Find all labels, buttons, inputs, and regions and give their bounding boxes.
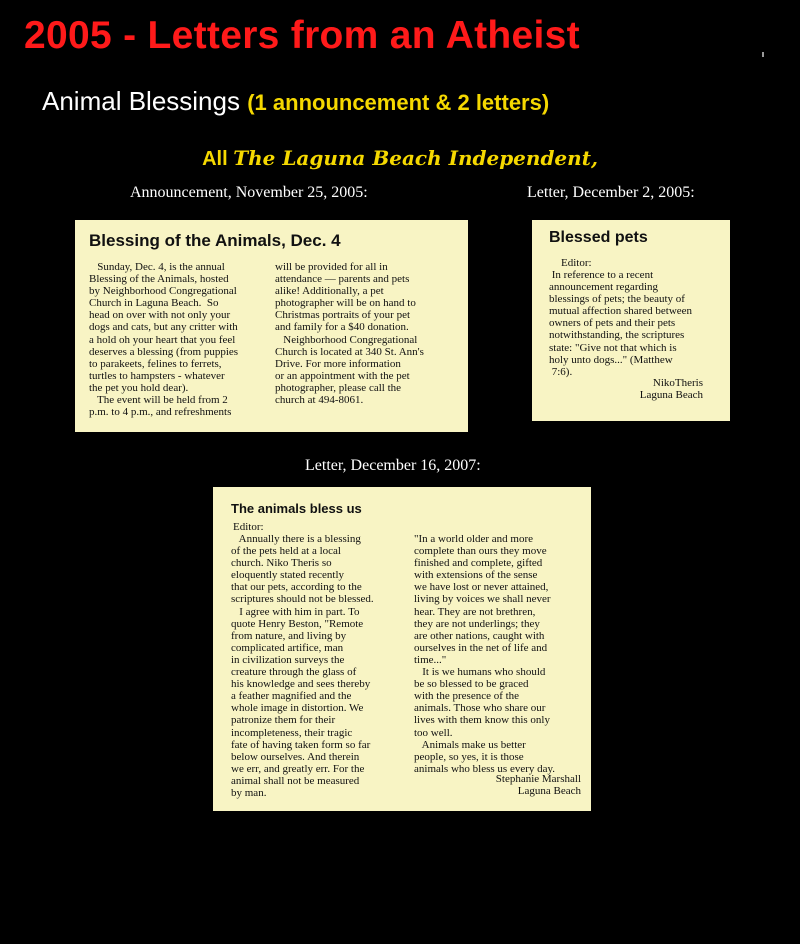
caption-announcement: Announcement, November 25, 2005: — [130, 184, 368, 201]
letter1-location: Laguna Beach — [639, 389, 703, 401]
letter1-greeting: Editor: — [561, 257, 592, 269]
letter2-location: Laguna Beach — [517, 785, 581, 797]
publication-line — [0, 146, 800, 171]
publication-prefix: All — [202, 148, 228, 170]
letter2-greeting: Editor: — [233, 521, 264, 533]
announcement-column-1: Sunday, Dec. 4, is the annual Blessing of the Animals, hosted by Neighborhood Congregational Church in Laguna Beach. So head on over with not only your dogs and cats, but any critter with a hold oh your heart that you feel deserves a blessing (from puppies to parakeets, felines to ferrets, turtles to hampsters - whatever the pet you hold dear). The event will be held from 2 p.m. to 4 p.m., and refreshments — [89, 261, 239, 419]
publication-name: The Laguna Beach Independent, — [233, 146, 598, 170]
letter1-author: NikoTheris — [652, 377, 703, 389]
letter2-author: Stephanie Marshall — [495, 773, 581, 785]
section-subtitle: (1 announcement & 2 letters) — [247, 90, 550, 115]
letter2-headline: The animals bless us — [231, 501, 362, 516]
site-title: 2005 - Letters from an Atheist — [24, 14, 580, 57]
section-title — [42, 86, 549, 117]
letter2-column-1: Annually there is a blessing of the pets held at a local church. Niko Theris so eloquently stated recently that our pets, according to the scriptures should not be blessed. I agree with him in part. To quote Henry Beston, "Remote from nature, and living by complicated artifice, man in civilization surveys the creature through the glass of his knowledge and sees thereby a feather magnified and the whole image in distortion. We patronize them for their incompleteness, their tragic fate of having taken form so far below ourselves. And therein we err, and greatly err. For the animal shall not be measured by man. — [231, 533, 374, 799]
letter1-headline: Blessed pets — [549, 229, 648, 246]
letter1-clipping — [532, 220, 730, 421]
announcement-clipping — [75, 220, 468, 432]
caption-letter1: Letter, December 2, 2005: — [527, 184, 695, 201]
announcement-column-2: will be provided for all in attendance — parents and pets alike! Additionally, a pet photographer will be on hand to Christmas portraits of your pet and family for a $40 donation. Neighborhood Congregational Church is located at 340 St. Ann's Drive. For more information or an appointment with the pet photographer, please call the church at 494-8061. — [275, 261, 424, 407]
letter2-clipping — [213, 487, 591, 811]
section-heading: Animal Blessings — [42, 86, 240, 116]
caption-letter2: Letter, December 16, 2007: — [305, 457, 481, 474]
announcement-headline: Blessing of the Animals, Dec. 4 — [89, 231, 341, 250]
letter2-column-2: "In a world older and more complete than ours they move finished and complete, gifted with extensions of the sense we have lost or never attained, living by voices we shall never hear. They are not brethren, they are not underlings; they are other nations, caught with ourselves in the net of life and time..." It is we humans who should be so blessed to be graced with the presence of the animals. Those who share our lives with them know this only too well. Animals make us better people, so yes, it is those animals who bless us every day. — [414, 533, 556, 775]
decorative-dot — [762, 52, 764, 57]
letter1-body: In reference to a recent announcement regarding blessings of pets; the beauty of mutual affection shared between owners of pets and their pets notwithstanding, the scriptures state: "Give not that which is holy unto dogs..." (Matthew 7:6). — [549, 269, 693, 378]
